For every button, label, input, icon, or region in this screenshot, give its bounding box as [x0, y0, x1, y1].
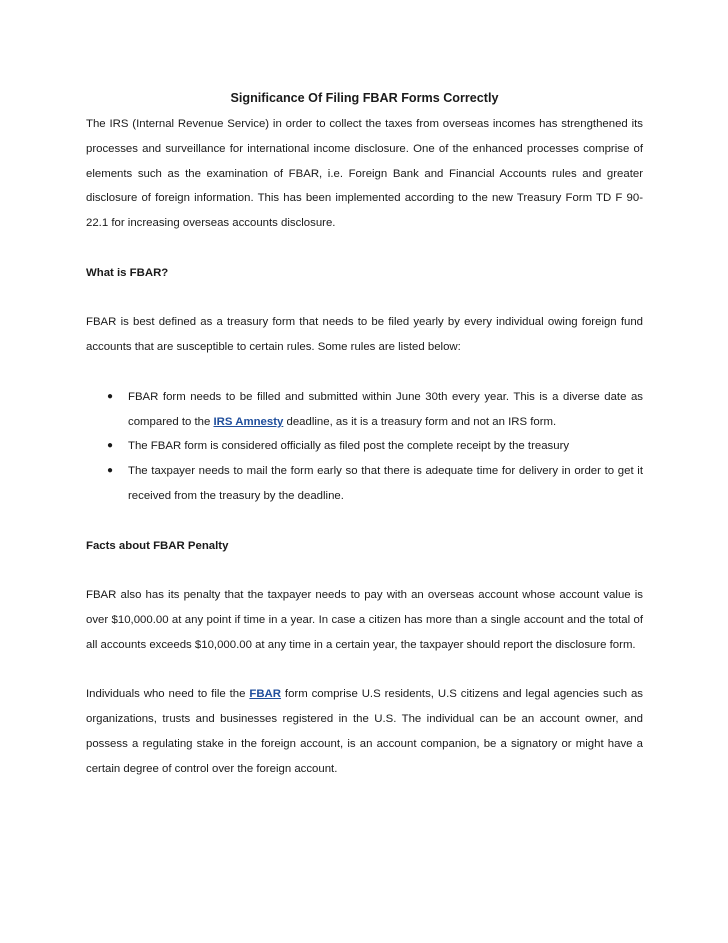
what-is-fbar-paragraph: FBAR is best defined as a treasury form that needs to be filed yearly by every individual owing foreign fund accounts that are susceptible to certain rules. Some rules are listed below: [86, 316, 643, 354]
spacer [86, 360, 643, 385]
list-item [107, 434, 643, 459]
bullet-icon: ● [107, 390, 114, 402]
rules-list [86, 385, 643, 509]
fbar-link[interactable]: FBAR [249, 688, 281, 701]
paragraph-text: form comprise U.S residents, U.S citizens and legal agencies such as organizations, trusts and businesses registered in the U.S. The individual can be an account owner, and possess a regulating stake in the foreign account, is an account companion, be a signatory or might have a certain degree of control over the foreign account. [86, 688, 643, 775]
list-item-text: The taxpayer needs to mail the form early so that there is adequate time for delivery in order to get it received from the treasury by the deadline. [128, 465, 643, 502]
bullet-icon: ● [107, 440, 114, 452]
irs-amnesty-link[interactable]: IRS Amnesty [213, 415, 284, 428]
bullet-icon: ● [107, 465, 114, 477]
paragraph-text: Individuals who need to file the [86, 688, 250, 701]
intro-paragraph: The IRS (Internal Revenue Service) in order to collect the taxes from overseas incomes has strengthened its processes and surveillance for international income disclosure. One of the enhanced processes comprise of elements such as the examination of FBAR, i.e. Foreign Bank and Financial Accounts rules and greater disclosure of foreign information. This has been implemented according to the new Treasury Form TD F 90-22.1 for increasing overseas accounts disclosure. [86, 118, 643, 230]
list-item [107, 459, 643, 509]
penalty-paragraph: FBAR also has its penalty that the taxpayer needs to pay with an overseas account whose account value is over $10,000.00 at any point if time in a year. In case a citizen has more than a single account and the total of all accounts exceeds $10,000.00 at any time in a certain year, the taxpayer should report the disclosure form. [86, 589, 643, 651]
document-page [86, 88, 643, 782]
list-item-text: The FBAR form is considered officially as filed post the complete receipt by the treasury [128, 440, 570, 453]
spacer [86, 236, 643, 261]
list-item-text: deadline, as it is a treasury form and not an IRS form. [283, 415, 557, 428]
who-files-paragraph [86, 682, 643, 781]
document-title: Significance Of Filing FBAR Forms Correctly [230, 91, 499, 105]
spacer [86, 286, 643, 311]
spacer [86, 658, 643, 683]
section-heading-penalty: Facts about FBAR Penalty [86, 539, 229, 552]
spacer [86, 509, 643, 534]
list-item-text: FBAR form needs to be filled and submitted within June 30th every year. This is a diverse date as compared to the [128, 390, 643, 428]
section-heading-what-is-fbar: What is FBAR? [86, 266, 169, 279]
spacer [86, 558, 643, 583]
list-item [107, 385, 643, 435]
